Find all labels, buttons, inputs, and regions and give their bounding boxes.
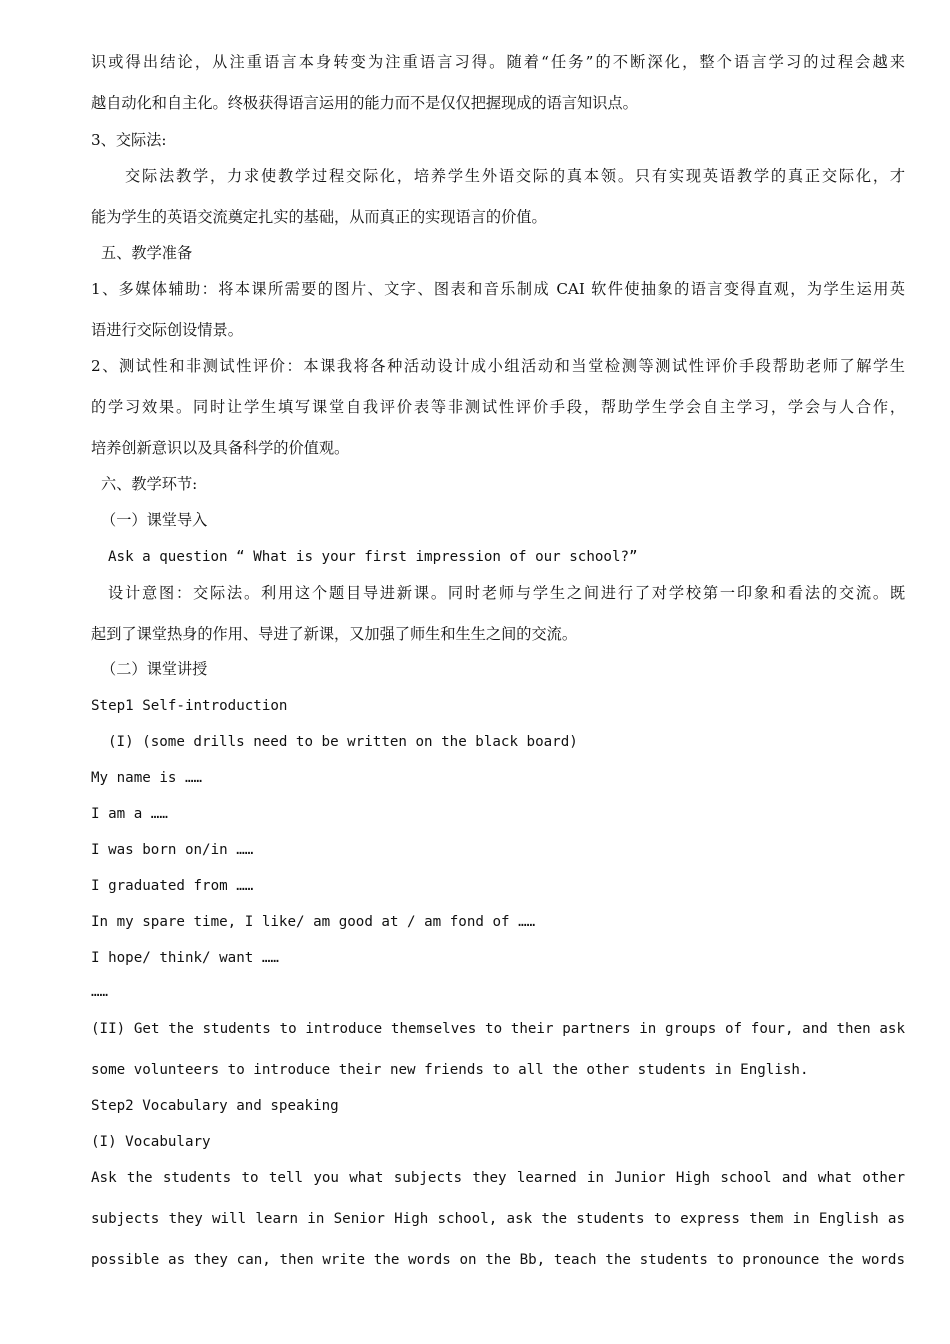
paragraph-line: some volunteers to introduce their new friends to all the other students in English.	[91, 1062, 809, 1078]
paragraph-line: 识或得出结论，从注重语言本身转变为注重语言习得。随着“任务”的不断深化，整个语言学习的过程会越来	[91, 53, 905, 71]
paragraph-line: (II) Get the students to introduce themselves to their partners in groups of four, and then ask	[91, 1021, 905, 1037]
step-heading: Step1 Self-introduction	[91, 698, 288, 714]
subsection-heading: （二）课堂讲授	[101, 660, 208, 678]
question-line: Ask a question “ What is your first impression of our school?”	[108, 549, 638, 565]
paragraph-line: 起到了课堂热身的作用、导进了新课，又加强了师生和生生之间的交流。	[91, 625, 577, 643]
paragraph-line: 设计意图：交际法。利用这个题目导进新课。同时老师与学生之间进行了对学校第一印象和看法的交流。既	[108, 584, 905, 602]
subsection-heading: （一）课堂导入	[101, 511, 208, 529]
drill-line: I graduated from ……	[91, 878, 254, 894]
paragraph-line: 2、测试性和非测试性评价：本课我将各种活动设计成小组活动和当堂检测等测试性评价手段帮助老师了解学生	[91, 357, 905, 375]
drill-instruction: (I) (some drills need to be written on the black board)	[108, 734, 578, 750]
paragraph-line: 语进行交际创设情景。	[91, 321, 243, 339]
paragraph-line: 的学习效果。同时让学生填写课堂自我评价表等非测试性评价手段，帮助学生学会自主学习，学会与人合作，	[91, 398, 905, 416]
paragraph-line: 培养创新意识以及具备科学的价值观。	[91, 439, 350, 457]
paragraph-line: Ask the students to tell you what subjects they learned in Junior High school and what other	[91, 1170, 905, 1186]
paragraph-line: 能为学生的英语交流奠定扎实的基础，从而真正的实现语言的价值。	[91, 208, 547, 226]
paragraph-line: 交际法教学，力求使教学过程交际化，培养学生外语交际的真本领。只有实现英语教学的真正交际化，才	[125, 167, 905, 185]
paragraph-line: possible as they can, then write the words on the Bb, teach the students to pronounce the words	[91, 1252, 905, 1268]
drill-line: In my spare time, I like/ am good at / am fond of ……	[91, 914, 536, 930]
drill-line: I am a ……	[91, 806, 168, 822]
paragraph-line: 1、多媒体辅助：将本课所需要的图片、文字、图表和音乐制成 CAI 软件使抽象的语言变得直观，为学生运用英	[91, 280, 905, 298]
paragraph-line: 越自动化和自主化。终极获得语言运用的能力而不是仅仅把握现成的语言知识点。	[91, 94, 638, 112]
section-heading: 五、教学准备	[101, 244, 193, 262]
paragraph-line: subjects they will learn in Senior High school, ask the students to express them in English as	[91, 1211, 905, 1227]
section-heading: 3、交际法:	[91, 131, 167, 149]
drill-line: I hope/ think/ want ……	[91, 950, 279, 966]
drill-line: I was born on/in ……	[91, 842, 254, 858]
section-heading: 六、教学环节:	[101, 475, 198, 493]
subsection-heading: (I) Vocabulary	[91, 1134, 211, 1150]
drill-line: ……	[91, 984, 109, 1000]
drill-line: My name is ……	[91, 770, 203, 786]
step-heading: Step2 Vocabulary and speaking	[91, 1098, 339, 1114]
